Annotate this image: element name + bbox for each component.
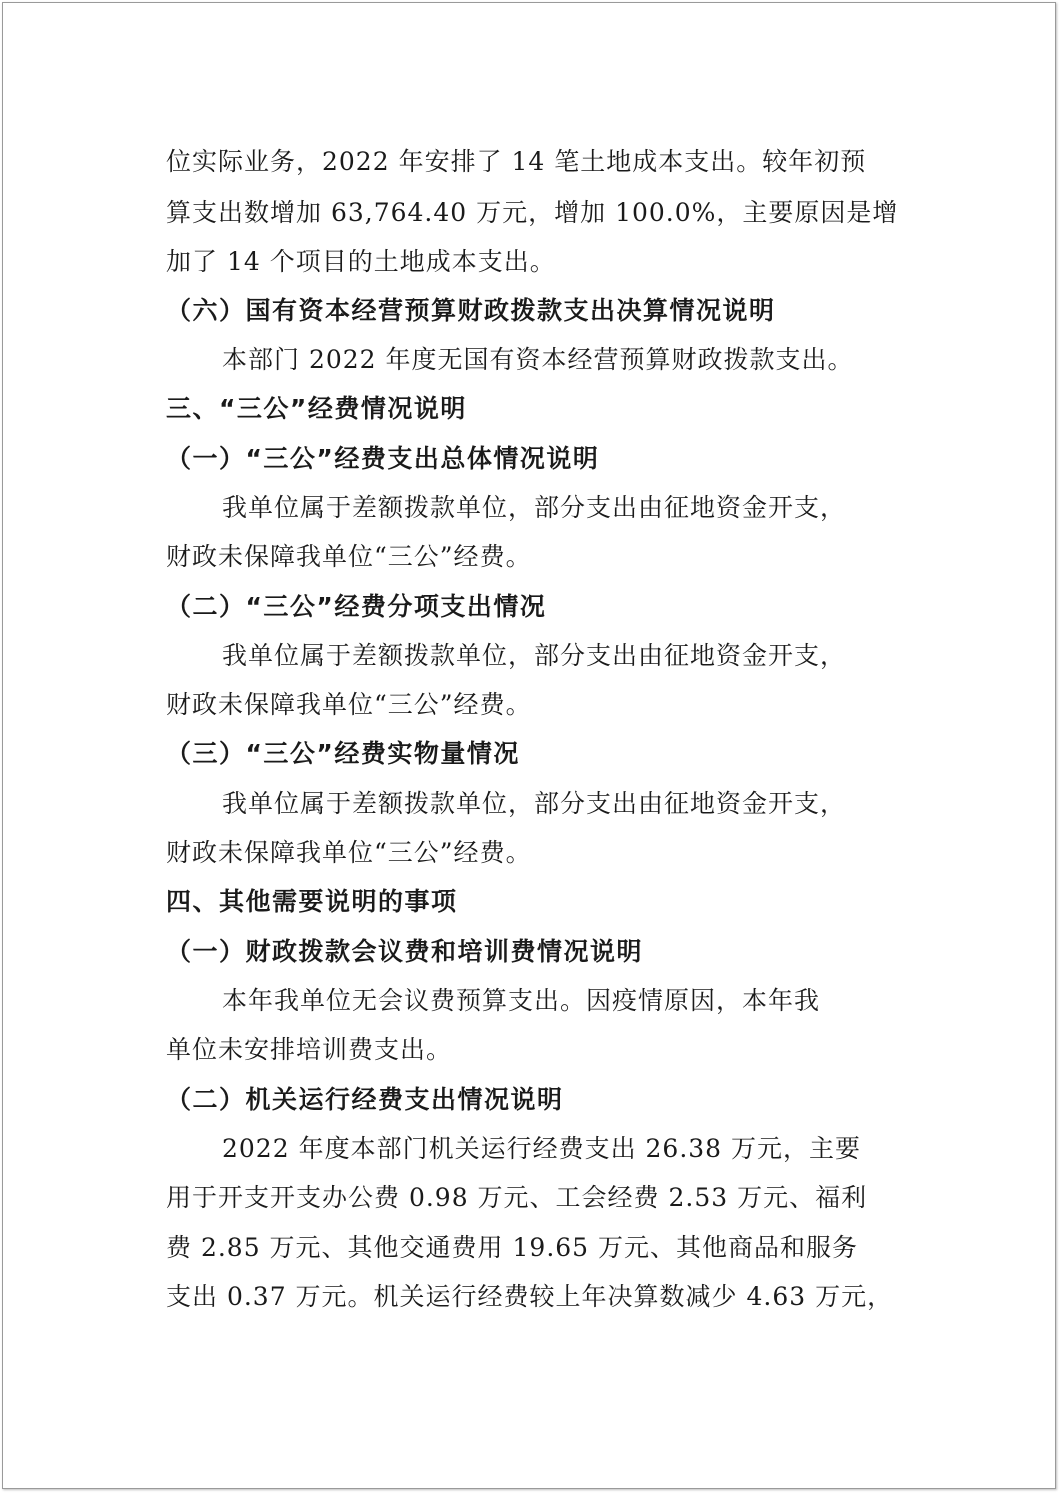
section-heading: （一）“三公”经费支出总体情况说明: [166, 444, 600, 473]
body-text-line: 费 2.85 万元、其他交通费用 19.65 万元、其他商品和服务: [166, 1233, 859, 1262]
body-text-line: 用于开支开支办公费 0.98 万元、工会经费 2.53 万元、福利: [166, 1183, 868, 1212]
section-heading: （三）“三公”经费实物量情况: [166, 739, 520, 768]
body-text-line: 支出 0.37 万元。机关运行经费较上年决算数减少 4.63 万元，: [166, 1282, 894, 1311]
body-text-line: 位实际业务，2022 年安排了 14 笔土地成本支出。较年初预: [166, 147, 867, 176]
body-text-line: 我单位属于差额拨款单位，部分支出由征地资金开支，: [222, 493, 847, 522]
chapter-heading: 三、“三公”经费情况说明: [166, 394, 467, 423]
body-text-line: 我单位属于差额拨款单位，部分支出由征地资金开支，: [222, 789, 847, 818]
section-heading: （二）机关运行经费支出情况说明: [166, 1085, 564, 1114]
body-text-line: 算支出数增加 63,764.40 万元，增加 100.0%，主要原因是增: [166, 198, 899, 227]
body-text-line: 财政未保障我单位“三公”经费。: [166, 542, 532, 571]
section-heading: （六）国有资本经营预算财政拨款支出决算情况说明: [166, 296, 776, 325]
body-text-line: 财政未保障我单位“三公”经费。: [166, 690, 532, 719]
body-text-line: 2022 年度本部门机关运行经费支出 26.38 万元，主要: [222, 1134, 862, 1163]
body-text-line: 单位未安排培训费支出。: [166, 1035, 453, 1064]
body-text-line: 本部门 2022 年度无国有资本经营预算财政拨款支出。: [222, 345, 854, 374]
body-text-line: 本年我单位无会议费预算支出。因疫情原因，本年我: [222, 986, 821, 1015]
chapter-heading: 四、其他需要说明的事项: [166, 887, 458, 916]
body-text-line: 财政未保障我单位“三公”经费。: [166, 838, 532, 867]
section-heading: （一）财政拨款会议费和培训费情况说明: [166, 937, 644, 966]
body-text-line: 加了 14 个项目的土地成本支出。: [166, 247, 556, 276]
section-heading: （二）“三公”经费分项支出情况: [166, 592, 547, 621]
body-text-line: 我单位属于差额拨款单位，部分支出由征地资金开支，: [222, 641, 847, 670]
